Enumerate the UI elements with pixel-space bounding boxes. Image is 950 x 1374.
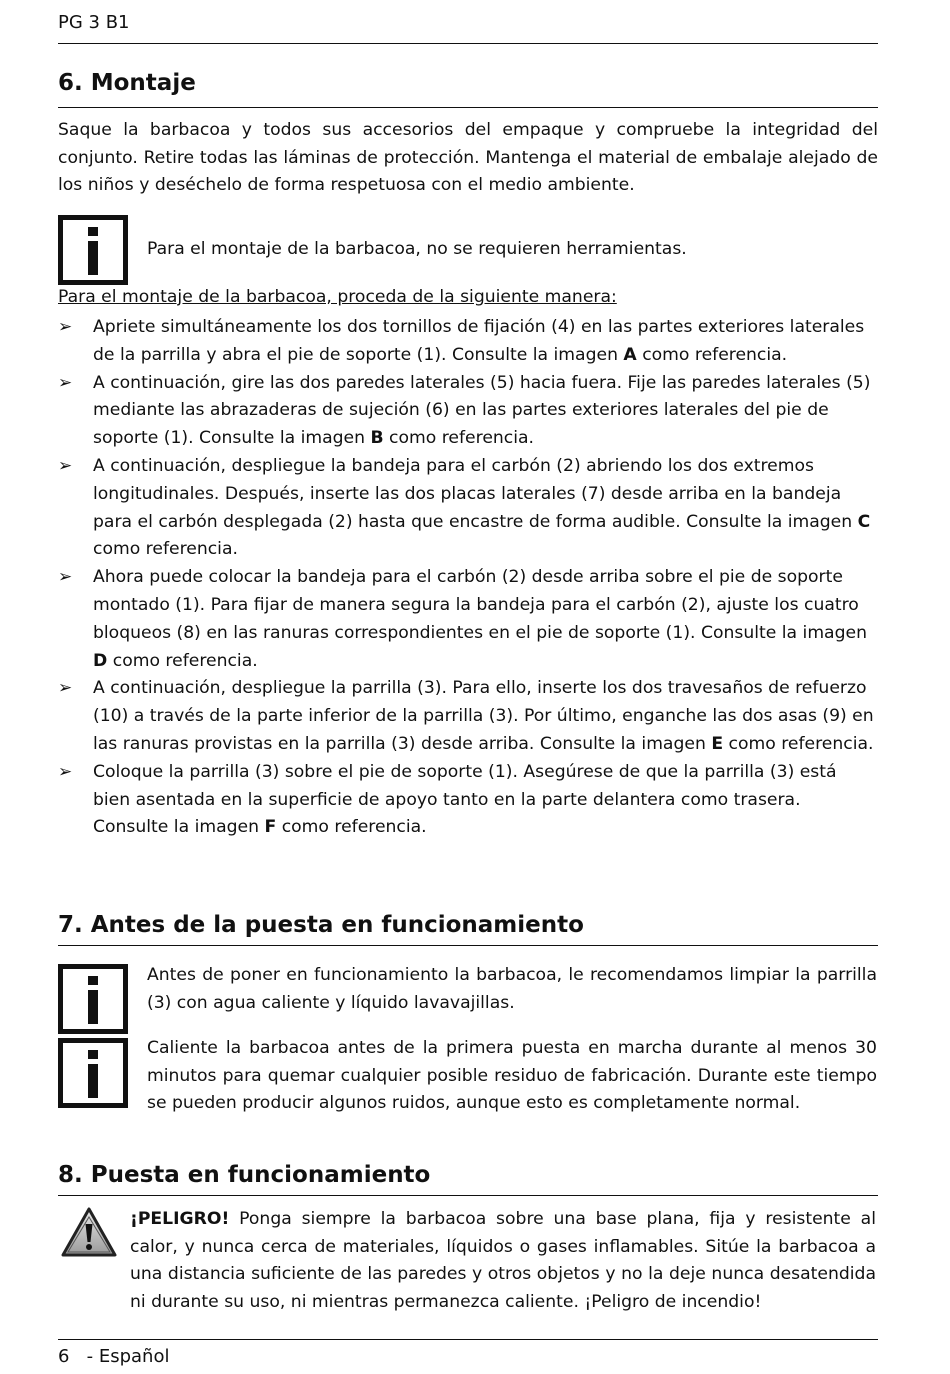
arrow-bullet-icon: ➢ (58, 567, 73, 588)
steps-intro: Para el montaje de la barbacoa, proceda de la siguiente manera: (58, 287, 617, 307)
section-7-info-1: Antes de poner en funcionamiento la barbacoa, le recomendamos limpiar la parrilla (3) con agua caliente y líquido lavavajillas. (147, 965, 877, 1013)
section-6-intro: Saque la barbacoa y todos sus accesorios del empaque y compruebe la integridad del conjunto. Retire todas las láminas de protección. Mantenga el material de embalaje alejado de los niños y deséchelo de forma respetuosa con el medio ambiente. (58, 120, 878, 195)
list-item: ➢ Coloque la parrilla (3) sobre el pie de soporte (1). Asegúrese de que la parrilla (3) está bien asentada en la superficie de apoyo tanto en la parte delantera como trasera. Consulte la imagen F como referencia. (58, 759, 878, 842)
section-7-info-2: Caliente la barbacoa antes de la primera puesta en marcha durante al menos 30 minutos para quemar cualquier posible residuo de fabricación. Durante este tiempo se pueden producir algunos ruidos, aunque esto es completamente normal. (147, 1038, 877, 1113)
list-item: ➢ Ahora puede colocar la bandeja para el carbón (2) desde arriba sobre el pie de soporte montado (1). Para fijar de manera segura la bandeja para el carbón (2), ajuste los cuatro bloqueos (8) en las ranuras correspondientes en el pie de soporte (1). Consulte la imagen D como referencia. (58, 564, 878, 675)
image-ref: C (857, 511, 871, 532)
image-ref: E (711, 733, 724, 754)
arrow-bullet-icon: ➢ (58, 455, 73, 476)
info-icon (58, 964, 128, 1034)
section-8-rule (58, 1195, 878, 1196)
warning-label: ¡PELIGRO! (130, 1209, 230, 1229)
image-ref: D (93, 650, 108, 671)
section-6-rule (58, 107, 878, 108)
image-ref: A (623, 344, 637, 365)
image-ref: B (370, 428, 384, 449)
arrow-bullet-icon: ➢ (58, 761, 73, 782)
section-8-title: 8. Puesta en funcionamiento (58, 1162, 431, 1188)
page-number: 6 (58, 1346, 70, 1367)
list-item: ➢ A continuación, despliegue la parrilla (3). Para ello, inserte los dos travesaños de refuerzo (10) a través de la parte inferior de la parrilla (3). Por último, enganche las dos asas (9) en las ranuras provistas en la parrilla (3) desde arriba. Consulte la imagen E como referencia. (58, 675, 878, 758)
arrow-bullet-icon: ➢ (58, 678, 73, 699)
section-6-info: Para el montaje de la barbacoa, no se requieren herramientas. (147, 239, 687, 259)
footer (58, 1346, 169, 1367)
assembly-steps-list (58, 314, 878, 842)
footer-language: - Español (86, 1346, 170, 1367)
section-7-rule (58, 945, 878, 946)
header-rule (58, 43, 878, 44)
list-item: ➢ A continuación, despliegue la bandeja para el carbón (2) abriendo los dos extremos longitudinales. Después, inserte las dos placas laterales (7) desde arriba en la bandeja para el carbón desplegada (2) hasta que encastre de forma audible. Consulte la imagen C como referencia. (58, 453, 878, 564)
warning-text: ¡PELIGRO! Ponga siempre la barbacoa sobre una base plana, fija y resistente al calor, y nunca cerca de materiales, líquidos o gases inflamables. Sitúe la barbacoa a una distancia suficiente de las paredes y otros objetos y no la deje nunca desatendida ni durante su uso, ni mientras permanezca caliente. ¡Peligro de incendio! (130, 1209, 876, 1312)
section-7-title: 7. Antes de la puesta en funcionamiento (58, 912, 584, 938)
info-icon (58, 215, 128, 285)
list-item: ➢ Apriete simultáneamente los dos tornillos de fijación (4) en las partes exteriores laterales de la parrilla y abra el pie de soporte (1). Consulte la imagen A como referencia. (58, 314, 878, 370)
arrow-bullet-icon: ➢ (58, 317, 73, 337)
arrow-bullet-icon: ➢ (58, 372, 73, 393)
list-item: ➢ A continuación, gire las dos paredes laterales (5) hacia fuera. Fije las paredes laterales (5) mediante las abrazaderas de sujeción (6) en las partes exteriores laterales del pie de soporte (1). Consulte la imagen B como referencia. (58, 370, 878, 453)
section-6-title: 6. Montaje (58, 70, 196, 96)
info-icon (58, 1038, 128, 1108)
warning-icon (60, 1206, 118, 1258)
footer-rule (58, 1339, 878, 1340)
page-header-code: PG 3 B1 (58, 12, 130, 33)
image-ref: F (264, 817, 277, 838)
